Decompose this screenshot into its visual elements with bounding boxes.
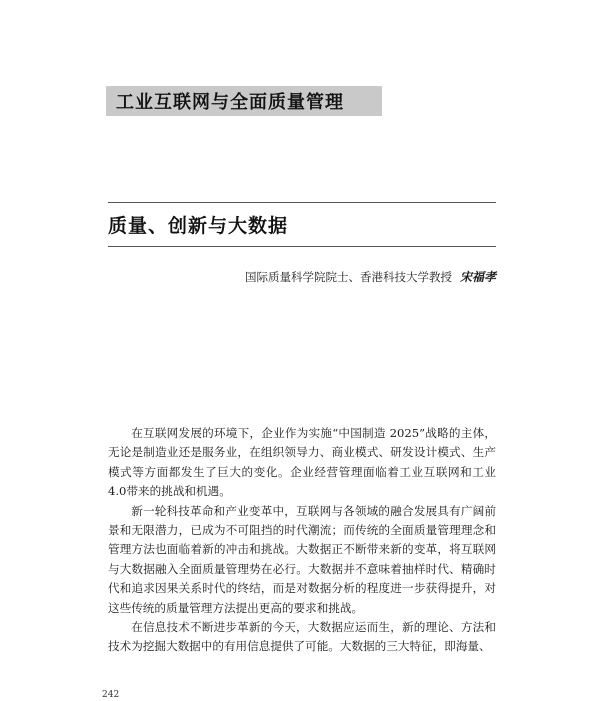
byline bbox=[245, 268, 496, 285]
paragraph-3: 在信息技术不断进步革新的今天，大数据应运而生，新的理论、方法和技术为挖掘大数据中的有用信息提供了可能。大数据的三大特征，即海量、 bbox=[108, 620, 496, 654]
article-title: 质量、创新与大数据 bbox=[108, 215, 289, 237]
author-name: 宋福孝 bbox=[459, 270, 496, 284]
title-rule-top bbox=[108, 202, 496, 203]
section-title: 工业互联网与全面质量管理 bbox=[116, 92, 344, 113]
author-affiliation: 国际质量科学院院士、香港科技大学教授 bbox=[244, 270, 452, 284]
paragraph-1: 在互联网发展的环境下，企业作为实施“中国制造 2025”战略的主体，无论是制造业还是服务业，在组织领导力、商业模式、研发设计模式、生产模式等方面都发生了巨大的变化。企业经营管理面临着工业互联网和工业4.0带来的挑战和机遇。 bbox=[108, 426, 496, 499]
paragraph-2: 新一轮科技革命和产业变革中，互联网与各领域的融合发展具有广阔前景和无限潜力，已成为不可阻挡的时代潮流；而传统的全面质量管理理念和管理方法也面临着新的冲击和挑战。大数据正不断带来新的变革，将互联网与大数据融入全面质量管理势在必行。大数据并不意味着抽样时代、精确时代和追求因果关系时代的终结，而是对数据分析的程度进一步获得提升，对这些传统的质量管理方法提出更高的要求和挑战。 bbox=[108, 503, 496, 615]
section-banner bbox=[106, 86, 382, 116]
page-number: 242 bbox=[102, 690, 120, 700]
body-text bbox=[108, 424, 496, 657]
title-rule-bottom bbox=[108, 246, 496, 247]
